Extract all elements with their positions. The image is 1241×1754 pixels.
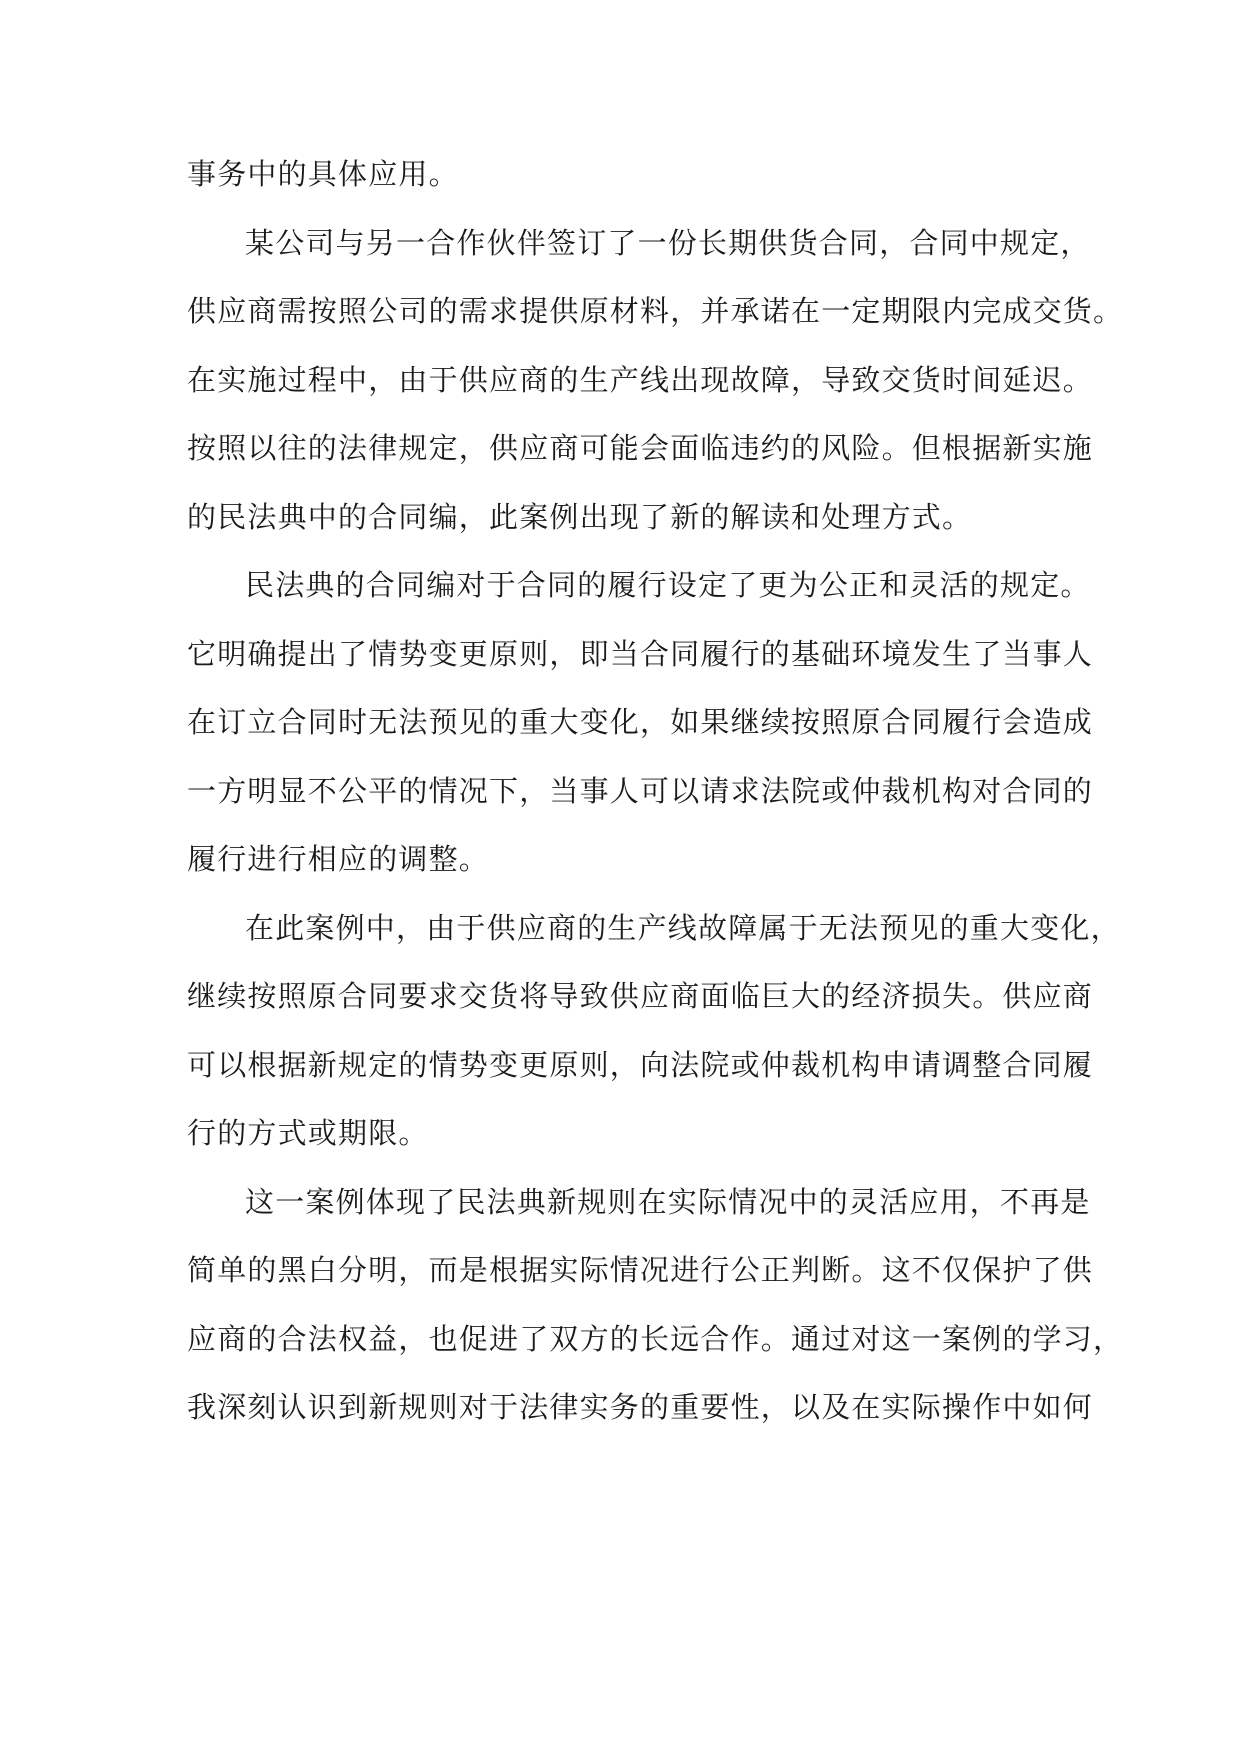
paragraph-first-line: 某公司与另一合作伙伴签订了一份长期供货合同，合同中规定， (245, 225, 1091, 260)
text-line: 履行进行相应的调整。 (187, 842, 490, 876)
paragraph-first-line: 在此案例中，由于供应商的生产线故障属于无法预见的重大变化， (245, 910, 1121, 945)
text-line: 在实施过程中，由于供应商的生产线出现故障，导致交货时间延迟。 (187, 362, 1094, 397)
text-line: 一方明显不公平的情况下，当事人可以请求法院或仲裁机构对合同的 (187, 773, 1094, 808)
text-line: 继续按照原合同要求交货将导致供应商面临巨大的经济损失。供应商 (187, 979, 1094, 1013)
text-line: 供应商需按照公司的需求提供原材料，并承诺在一定期限内完成交货。 (187, 294, 1124, 328)
paragraph-first-line: 这一案例体现了民法典新规则在实际情况中的灵活应用，不再是 (245, 1184, 1091, 1219)
text-line: 应商的合法权益，也促进了双方的长远合作。通过对这一案例的学习， (187, 1321, 1124, 1356)
paragraph-first-line: 民法典的合同编对于合同的履行设定了更为公正和灵活的规定。 (245, 568, 1091, 602)
text-line: 在订立合同时无法预见的重大变化，如果继续按照原合同履行会造成 (187, 705, 1094, 739)
text-line: 可以根据新规定的情势变更原则，向法院或仲裁机构申请调整合同履 (187, 1047, 1094, 1082)
text-line: 按照以往的法律规定，供应商可能会面临违约的风险。但根据新实施 (187, 431, 1094, 465)
text-line: 的民法典中的合同编，此案例出现了新的解读和处理方式。 (187, 499, 973, 534)
text-line: 我深刻认识到新规则对于法律实务的重要性，以及在实际操作中如何 (187, 1390, 1094, 1424)
text-line: 它明确提出了情势变更原则，即当合同履行的基础环境发生了当事人 (187, 636, 1094, 671)
text-line: 行的方式或期限。 (187, 1116, 429, 1150)
text-line: 事务中的具体应用。 (187, 157, 459, 191)
body-text (187, 140, 1124, 1442)
text-line: 简单的黑白分明，而是根据实际情况进行公正判断。这不仅保护了供 (187, 1253, 1094, 1287)
